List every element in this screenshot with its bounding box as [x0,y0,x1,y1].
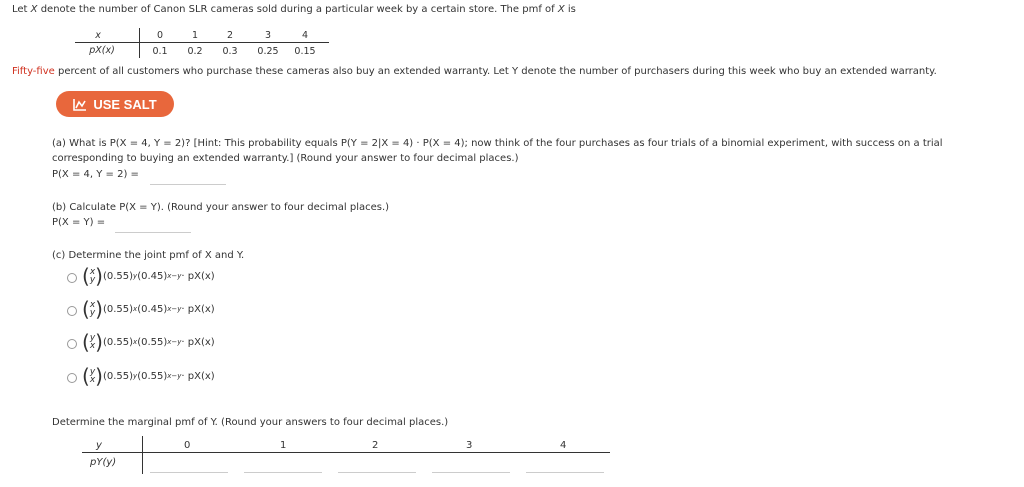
part-b-prompt: P(X = Y) = [52,217,106,228]
binomial-coefficient: ( x y ) [82,264,103,288]
term-base: (0.55) [102,270,134,282]
term-base: (0.55) [102,336,134,348]
binom-top: x [89,267,96,277]
pmf-x-value: 4 [301,30,309,41]
salt-chart-icon [73,98,87,111]
term-exponent: x−y [167,305,182,313]
part-a-question-line1: (a) What is P(X = 4, Y = 2)? [Hint: This probability equals P(Y = 2|X = 4) · P(X = 4); now think of the four purchases as four trials of a binomial experiment, with success on a trial [52,138,943,149]
term-base: (0.55) [102,303,134,315]
pmf-x-value: 2 [226,30,234,41]
var-x: X [30,4,38,15]
marginal-y-value: 2 [372,440,379,451]
pmf-p-value: 0.15 [294,46,316,57]
term-base: (0.55) [137,370,168,382]
marginal-y3-input[interactable] [432,456,510,473]
pmf-divider-horizontal [75,42,329,43]
binom-bottom: x [89,341,96,351]
choice-1-radio[interactable] [67,273,77,283]
choice-2-radio[interactable] [67,306,77,316]
term-exponent: y [133,272,138,280]
binom-bottom: y [89,275,96,285]
term-tail: · pX(x) [181,336,215,348]
binomial-coefficient: ( y x ) [82,330,103,354]
choice-3-radio[interactable] [67,339,77,349]
marginal-divider-horizontal [82,452,610,453]
term-exponent: x−y [167,272,182,280]
term-exponent: x [133,305,138,313]
binom-bottom: x [89,375,96,385]
binom-top: y [89,333,96,343]
marginal-row-label-py: pY(y) [90,457,117,468]
marginal-y0-input[interactable] [150,456,228,473]
marginal-y1-input[interactable] [244,456,322,473]
term-tail: · pX(x) [181,370,215,382]
term-base: (0.55) [102,370,134,382]
marginal-y-value: 0 [184,440,191,451]
pmf-p-value: 0.2 [187,46,203,57]
binomial-coefficient: ( y x ) [82,364,103,388]
pmf-x-value: 1 [191,30,199,41]
pmf-p-value: 0.25 [257,46,279,57]
pmf-row-label-x: x [95,30,101,41]
choice-2[interactable] [82,299,215,319]
intro-part: is [564,4,576,15]
warranty-rest: percent of all customers who purchase these cameras also buy an extended warranty. Let Y denote the number of purchasers during this week who buy an extended warranty. [54,66,937,77]
pmf-p-value: 0.3 [222,46,238,57]
var-x: X [557,4,565,15]
term-tail: · pX(x) [181,303,215,315]
term-exponent: x [133,338,138,346]
marginal-row-label-y: y [96,440,102,451]
intro-part: denote the number of Canon SLR cameras sold during a particular week by a certain store. The pmf of [37,4,558,15]
term-exponent: x−y [167,338,182,346]
term-base: (0.55) [137,336,168,348]
part-a-question-line2: corresponding to buying an extended warranty.] (Round your answer to four decimal places.) [52,153,519,164]
warranty-text [12,66,937,77]
marginal-y-value: 1 [280,440,287,451]
pmf-table-x [75,30,335,60]
term-exponent: y [133,372,138,380]
pmf-row-label-px: pX(x) [89,45,115,56]
term-base: (0.45) [137,270,168,282]
part-b-question: (b) Calculate P(X = Y). (Round your answer to four decimal places.) [52,202,390,213]
choice-3[interactable] [82,332,215,352]
marginal-divider-vertical [142,436,143,474]
pmf-divider-vertical [139,28,140,58]
binom-top: x [89,300,96,310]
part-b-answer-input[interactable] [115,216,191,233]
term-base: (0.45) [137,303,168,315]
pmf-p-value: 0.1 [152,46,168,57]
intro-part: Let [12,4,31,15]
marginal-instruction: Determine the marginal pmf of Y. (Round your answers to four decimal places.) [52,417,449,428]
pmf-x-value: 0 [156,30,164,41]
warranty-percent: Fifty-five [12,66,55,77]
marginal-y-value: 4 [560,440,567,451]
intro-text [12,4,576,15]
use-salt-button[interactable] [56,91,174,117]
marginal-y-value: 3 [466,440,473,451]
binom-top: y [89,367,96,377]
marginal-y4-input[interactable] [526,456,604,473]
choice-1[interactable] [82,266,215,286]
part-a-answer-input[interactable] [150,168,226,185]
part-c-question: (c) Determine the joint pmf of X and Y. [52,250,245,261]
marginal-y2-input[interactable] [338,456,416,473]
term-exponent: x−y [167,372,182,380]
salt-button-label: USE SALT [93,96,157,112]
binom-bottom: y [89,308,96,318]
choice-4[interactable] [82,366,215,386]
term-tail: · pX(x) [181,270,215,282]
choice-4-radio[interactable] [67,373,77,383]
part-a-prompt: P(X = 4, Y = 2) = [52,169,139,180]
pmf-x-value: 3 [264,30,272,41]
binomial-coefficient: ( x y ) [82,297,103,321]
